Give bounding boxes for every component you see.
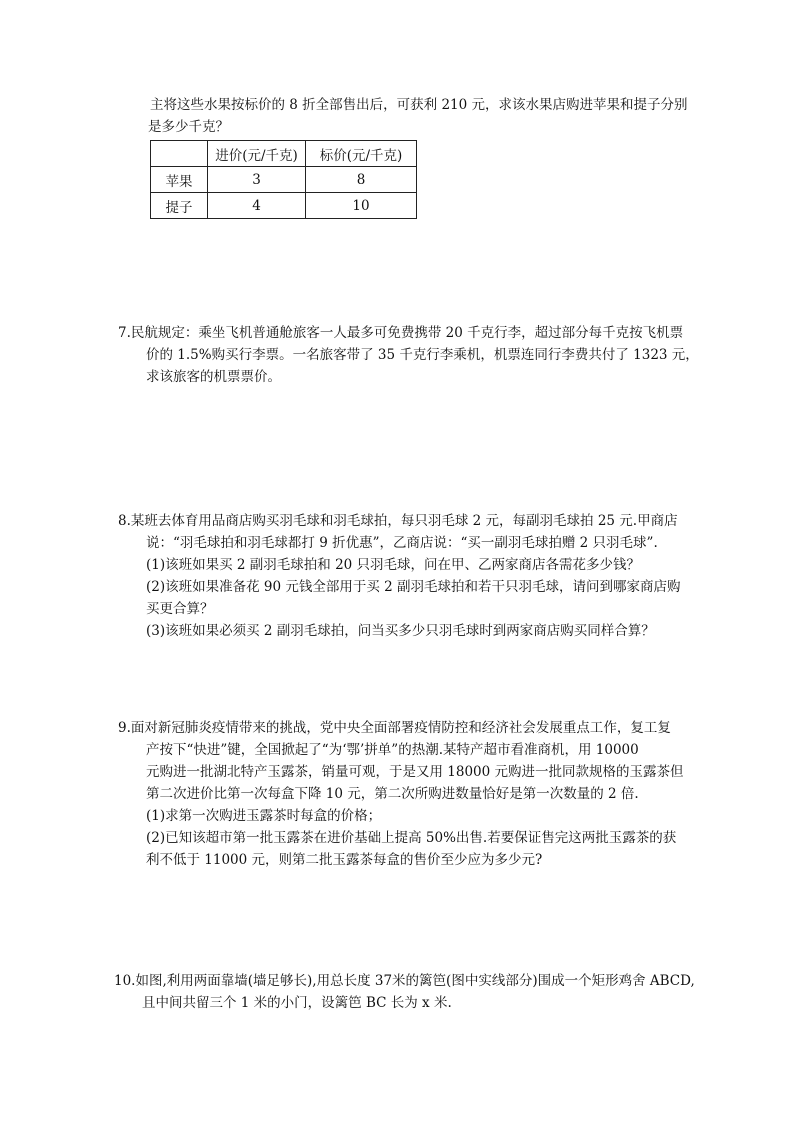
table-cell: 3	[208, 167, 306, 193]
question-10	[114, 970, 695, 1014]
table-cell: 提子	[151, 193, 208, 219]
question-line: 第二次进价比第一次每盒下降 10 元，第二次所购进数量恰好是第一次数量的 2 倍.	[146, 786, 639, 802]
question-line: 求该旅客的机票票价。	[146, 369, 281, 385]
question-8	[118, 510, 681, 642]
question-line: 7.民航规定：乘坐飞机普通舱旅客一人最多可免费携带 20 千克行李，超过部分每千克按飞机票	[118, 325, 684, 341]
question-line: (2)已知该超市第一批玉露茶在进价基础上提高 50%出售.若要保证售完这两批玉露茶的获	[146, 830, 677, 846]
question-line: 9.面对新冠肺炎疫情带来的挑战，党中央全面部署疫情防控和经济社会发展重点工作，复工复	[118, 720, 671, 736]
table-header-cell	[151, 141, 208, 167]
question-line: 8.某班去体育用品商店购买羽毛球和羽毛球拍，每只羽毛球 2 元，每副羽毛球拍 25 元.甲商店	[118, 513, 678, 529]
table-cell: 8	[306, 167, 417, 193]
question-line: 价的 1.5%购买行李票。一名旅客带了 35 千克行李乘机，机票连同行李费共付了 1323 元，	[146, 347, 699, 363]
question-line: (3)该班如果必须买 2 副羽毛球拍，问当买多少只羽毛球时到两家商店购买同样合算？	[146, 623, 655, 639]
table-cell: 苹果	[151, 167, 208, 193]
question-line: 产按下“快进”键，全国掀起了“为‘鄂’拼单”的热潮.某特产超市看准商机，用 10000	[146, 742, 639, 758]
question-line: (1)该班如果买 2 副羽毛球拍和 20 只羽毛球，问在甲、乙两家商店各需花多少钱？	[146, 557, 641, 573]
q6-line: 主将这些水果按标价的 8 折全部售出后，可获利 210 元，求该水果店购进苹果和提子分别	[150, 97, 688, 113]
q6-line: 是多少千克？	[148, 119, 229, 135]
question-line: 10.如图,利用两面靠墙(墙足够长),用总长度 37米的篱笆(图中实线部分)围成一个矩形鸡舍 ABCD,	[114, 973, 695, 989]
table-header-cell: 标价(元/千克)	[306, 141, 417, 167]
table-row	[151, 167, 417, 193]
table-header-cell: 进价(元/千克)	[208, 141, 306, 167]
question-line: (1)求第一次购进玉露茶时每盒的价格；	[146, 808, 382, 824]
q6-text	[150, 94, 688, 138]
question-line: 且中间共留三个 1 米的小门，设篱笆 BC 长为 x 米.	[142, 995, 452, 1011]
table-cell: 4	[208, 193, 306, 219]
table-row	[151, 193, 417, 219]
question-line: 利不低于 11000 元，则第二批玉露茶每盒的售价至少应为多少元?	[146, 852, 543, 868]
question-line: 元购进一批湖北特产玉露茶，销量可观，于是又用 18000 元购进一批同款规格的玉露茶但	[146, 764, 684, 780]
question-7	[118, 322, 699, 388]
question-line: 买更合算？	[146, 601, 214, 617]
table-cell: 10	[306, 193, 417, 219]
question-9	[118, 717, 684, 871]
table-header-row	[151, 141, 417, 167]
price-table	[150, 140, 417, 219]
question-line: 说：“羽毛球拍和羽毛球都打 9 折优惠”，乙商店说：“买一副羽毛球拍赠 2 只羽毛球”.	[146, 535, 658, 551]
question-line: (2)该班如果准备花 90 元钱全部用于买 2 副羽毛球拍和若干只羽毛球，请问到哪家商店购	[146, 579, 681, 595]
